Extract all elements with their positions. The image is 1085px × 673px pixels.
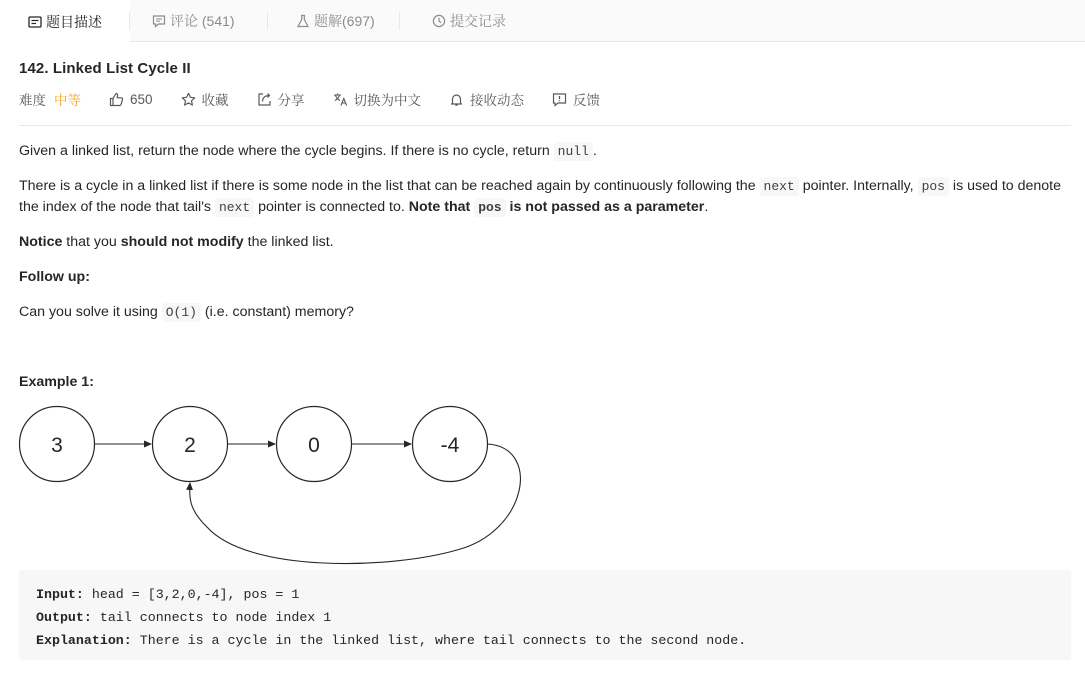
bold-text: Notice xyxy=(19,234,63,250)
output-value: tail connects to node index 1 xyxy=(91,610,332,625)
bold-text: should not modify xyxy=(120,234,244,250)
example-explanation-line xyxy=(36,629,1054,652)
like-button[interactable] xyxy=(109,92,153,107)
inline-code: pos xyxy=(918,177,949,196)
clock-icon xyxy=(432,14,446,28)
bell-icon xyxy=(449,92,464,107)
text: pointer is connected to. xyxy=(254,199,409,215)
node-value: 0 xyxy=(308,434,320,457)
tab-description-label: 题目描述 xyxy=(46,13,102,30)
problem-description xyxy=(19,141,1069,337)
tab-comments[interactable] xyxy=(130,0,268,42)
share-label: 分享 xyxy=(277,93,305,108)
divider xyxy=(19,125,1071,126)
switch-language-button[interactable] xyxy=(333,89,422,109)
text: the linked list. xyxy=(243,234,334,250)
paragraph-1 xyxy=(19,141,1069,162)
share-button[interactable] xyxy=(257,89,305,109)
tab-description[interactable] xyxy=(0,0,130,43)
text: . xyxy=(592,143,597,159)
difficulty-value: 中等 xyxy=(54,93,81,108)
notifications-label: 接收动态 xyxy=(470,93,525,108)
paragraph-4 xyxy=(19,302,1069,323)
tab-bar xyxy=(0,0,1085,42)
text: Given a linked list, return the node where the cycle begins. If there is no cycle, return xyxy=(19,143,554,159)
document-icon xyxy=(28,15,42,29)
tab-solutions[interactable] xyxy=(268,0,400,42)
input-label: Input: xyxy=(36,587,84,602)
node-value: 2 xyxy=(184,434,196,457)
bold-text: Note that xyxy=(408,199,475,215)
favorite-button[interactable] xyxy=(181,89,229,109)
node-value: -4 xyxy=(440,434,460,457)
flask-icon xyxy=(296,14,310,28)
text: pointer. Internally, xyxy=(798,178,918,194)
switch-language-label: 切换为中文 xyxy=(353,93,422,108)
input-value: head = [3,2,0,-4], pos = 1 xyxy=(83,587,300,602)
feedback-button[interactable] xyxy=(552,89,600,109)
inline-code: pos xyxy=(474,198,505,217)
explanation-value: There is a cycle in the linked list, where tail connects to the second node. xyxy=(131,633,747,648)
bold-text: Follow up: xyxy=(19,269,90,285)
tab-comments-label: 评论 (541) xyxy=(170,13,235,29)
inline-code: O(1) xyxy=(162,303,201,322)
problem-title: 142. Linked List Cycle II xyxy=(19,60,191,77)
tab-solutions-label: 题解(697) xyxy=(314,13,375,29)
example-code-block xyxy=(19,570,1071,660)
feedback-icon xyxy=(552,92,567,107)
output-label: Output: xyxy=(36,610,92,625)
notifications-button[interactable] xyxy=(449,89,524,109)
example-input-line xyxy=(36,583,1054,606)
difficulty xyxy=(19,89,81,109)
tab-submissions-label: 提交记录 xyxy=(450,13,506,29)
text: . xyxy=(704,199,709,215)
difficulty-label: 难度 xyxy=(19,93,46,108)
like-count: 650 xyxy=(130,91,153,107)
inline-code: next xyxy=(760,177,799,196)
text: (i.e. constant) memory? xyxy=(200,304,354,320)
thumbs-up-icon xyxy=(109,92,124,107)
text: Can you solve it using xyxy=(19,304,162,320)
text: that you xyxy=(62,234,121,250)
inline-code: null xyxy=(554,142,593,161)
node-value: 3 xyxy=(51,434,63,457)
example-title: Example 1: xyxy=(19,374,94,390)
example-output-line xyxy=(36,606,1054,629)
bold-text: is not passed as a parameter xyxy=(505,199,705,215)
tab-submissions[interactable] xyxy=(400,0,520,42)
explanation-label: Explanation: xyxy=(36,633,132,648)
problem-meta xyxy=(19,90,628,108)
share-icon xyxy=(257,92,272,107)
feedback-label: 反馈 xyxy=(573,93,601,108)
favorite-label: 收藏 xyxy=(201,93,229,108)
text: There is a cycle in a linked list if there is some node in the list that can be reached again by continuously following the xyxy=(19,178,760,194)
paragraph-3 xyxy=(19,232,1069,253)
translate-icon xyxy=(333,92,348,107)
text: is used to denote the index of the node that tail's xyxy=(19,178,1061,215)
follow-up-heading xyxy=(19,267,1069,288)
inline-code: next xyxy=(215,198,254,217)
star-icon xyxy=(181,92,196,107)
linked-list-diagram xyxy=(17,402,537,570)
comment-icon xyxy=(152,14,166,28)
paragraph-2 xyxy=(19,176,1069,218)
